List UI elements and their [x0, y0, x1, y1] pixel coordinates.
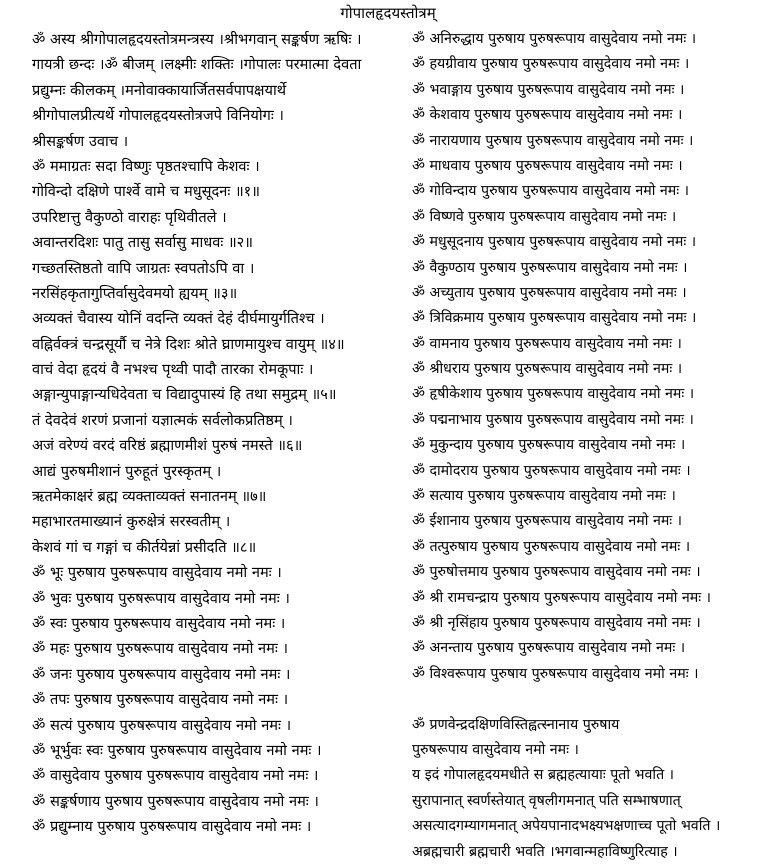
- text-line: आद्यं पुरुषमीशानं पुरुहूतं पुरस्कृतम् ।: [32, 462, 222, 480]
- text-line: ॐ सङ्कर्षणाय पुरुषाय पुरुषरूपाय वासुदेवाय नमो नमः ।: [32, 792, 319, 810]
- text-line: उपरिष्टात्तु वैकुण्ठो वाराहः पृथिवीतले ।: [32, 208, 227, 226]
- text-line: अजं वरेण्यं वरदं वरिष्ठं ब्रह्माणमीशं पुरुषं नमस्ते ॥६॥: [32, 437, 303, 455]
- text-line: ॐ श्री नृसिंहाय पुरुषाय पुरुषरूपाय वासुदेवाय नमो नमः ।: [412, 614, 701, 631]
- text-line: ॐ दामोदराय पुरुषाय पुरुषरूपाय वासुदेवाय नमो नमः ।: [412, 462, 691, 479]
- text-line: ॐ श्री रामचन्द्राय पुरुषाय पुरुषरूपाय वासुदेवाय नमो नमः ।: [412, 589, 712, 606]
- text-line: ॐ गोविन्दाय पुरुषाय पुरुषरूपाय वासुदेवाय नमो नमः ।: [412, 183, 690, 200]
- text-line: ॐ हयग्रीवाय पुरुषाय पुरुषरूपाय वासुदेवाय नमो नमः ।: [412, 56, 690, 73]
- text-line: गच्छतस्तिष्ठतो वापि जाग्रतः स्वपतोऽपि वा ।: [32, 259, 255, 277]
- text-line: असत्यादगम्यागमनात् अपेयपानादभक्ष्यभक्षणाच्च पूतो भवति ।: [412, 818, 721, 835]
- text-line: ऋतमेकाक्षरं ब्रह्म व्यक्ताव्यक्तं सनातनम् ॥७॥: [32, 488, 267, 506]
- text-line: ॐ प्रणवेन्द्रदक्षिणविस्तिह्वत्स्नानाय पुरुषाय: [412, 716, 620, 733]
- text-line: श्रीगोपालप्रीत्यर्थे गोपालहृदयस्तोत्रजपे विनियोगः ।: [32, 107, 284, 125]
- text-line: केशवं गां च गङ्गां च कीर्तयेन्नां प्रसीदति ॥८॥: [32, 538, 257, 556]
- text-line: ॐ मधुसूदनाय पुरुषाय पुरुषरूपाय वासुदेवाय नमो नमः ।: [412, 234, 697, 251]
- text-line: ॐ जनः पुरुषाय पुरुषरूपाय वासुदेवाय नमो नमः ।: [32, 665, 291, 683]
- text-line: ॐ सत्याय पुरुषाय पुरुषरूपाय वासुदेवाय नमो नमः ।: [412, 488, 676, 505]
- text-line: ॐ पद्मनाभाय पुरुषाय पुरुषरूपाय वासुदेवाय नमो नमः ।: [412, 411, 694, 428]
- text-line: अव्यक्तं चैवास्य योनिं वदन्ति व्यक्तं देहं दीर्घमायुर्गतिश्च ।: [32, 310, 325, 328]
- text-line: ॐ श्रीधराय पुरुषाय पुरुषरूपाय वासुदेवाय नमो नमः ।: [412, 361, 683, 378]
- text-line: वाचं वेदा हृदयं वै नभश्च पृथ्वी पादौ तारका रोमकूपाः ।: [32, 361, 314, 379]
- text-line: ॐ प्रद्युम्नाय पुरुषाय पुरुषरूपाय वासुदेवाय नमो नमः ।: [32, 818, 312, 836]
- text-line: ॐ नारायणाय पुरुषाय पुरुषरूपाय वासुदेवाय नमो नमः ।: [412, 132, 694, 149]
- text-line: ॐ अनिरुद्धाय पुरुषाय पुरुषरूपाय वासुदेवाय नमो नमः ।: [412, 31, 697, 47]
- text-line: ॐ हृषीकेशाय पुरुषाय पुरुषरूपाय वासुदेवाय नमो नमः ।: [412, 386, 695, 403]
- text-line: गोविन्दो दक्षिणे पार्श्वे वामे च मधुसूदनः ॥१॥: [32, 183, 261, 201]
- text-line: य इदं गोपालहृदयमधीते स ब्रह्महत्यायाः पूतो भवति ।: [412, 767, 675, 784]
- text-line: सुरापानात् स्वर्णस्तेयात् वृषलीगमनात् पति सम्भाषणात्: [412, 792, 681, 809]
- text-line: [412, 687, 774, 712]
- text-line: अवान्तरदिशः पातु तासु सर्वासु माधवः ॥२॥: [32, 234, 254, 252]
- text-line: महाभारतमाख्यानं कुरुक्षेत्रं सरस्वतीम् ।: [32, 513, 231, 531]
- text-line: नरसिंहकृतागुप्तिर्वासुदेवमयो ह्ययम् ॥३॥: [32, 284, 238, 302]
- page-title: गोपालहृदयस्तोत्रम्: [340, 4, 436, 22]
- text-line: ॐ भूर्भुवः स्वः पुरुषाय पुरुषरूपाय वासुदेवाय नमो नमः ।: [32, 741, 322, 759]
- text-line: ॐ वामनाय पुरुषाय पुरुषरूपाय वासुदेवाय नमो नमः ।: [412, 335, 682, 352]
- text-line: श्रीसङ्कर्षण उवाच ।: [32, 132, 129, 150]
- text-line: पुरुषरूपाय वासुदेवाय नमो नमः ।: [412, 741, 579, 758]
- text-line: ॐ भूः पुरुषाय पुरुषरूपाय वासुदेवाय नमो नमः ।: [32, 564, 282, 582]
- text-line: ॐ वैकुण्ठाय पुरुषाय पुरुषरूपाय वासुदेवाय नमो नमः ।: [412, 259, 688, 276]
- right-column: [412, 27, 774, 865]
- text-line: ॐ पुरुषोत्तमाय पुरुषाय पुरुषरूपाय वासुदेवाय नमो नमः ।: [412, 564, 701, 581]
- text-line: ॐ मुकुन्दाय पुरुषाय पुरुषरूपाय वासुदेवाय नमो नमः ।: [412, 437, 686, 454]
- text-line: ॐ अनन्ताय पुरुषाय पुरुषरूपाय वासुदेवाय नमो नमः ।: [412, 640, 686, 657]
- left-column: [32, 27, 404, 840]
- text-line: ॐ अच्युताय पुरुषाय पुरुषरूपाय वासुदेवाय नमो नमः ।: [412, 284, 687, 301]
- text-line: ॐ ईशानाय पुरुषाय पुरुषरूपाय वासुदेवाय नमो नमः ।: [412, 513, 683, 530]
- text-line: ॐ त्रिविक्रमाय पुरुषाय पुरुषरूपाय वासुदेवाय नमो नमः ।: [412, 310, 697, 327]
- text-line: ॐ विष्णवे पुरुषाय पुरुषरूपाय वासुदेवाय नमो नमः ।: [412, 208, 677, 225]
- text-line: ॐ वासुदेवाय पुरुषाय पुरुषरूपाय वासुदेवाय नमो नमः ।: [32, 767, 319, 785]
- text-line: ॐ महः पुरुषाय पुरुषरूपाय वासुदेवाय नमो नमः ।: [32, 640, 289, 658]
- text-line: ॐ स्वः पुरुषाय पुरुषरूपाय वासुदेवाय नमो नमः ।: [32, 614, 286, 632]
- text-line: ॐ ममाग्रतः सदा विष्णुः पृष्ठतश्चापि केशवः ।: [32, 157, 260, 175]
- text-line: प्रद्युम्नः कीलकम् ।मनोवाक्कायार्जितसर्वपापक्षयार्थे: [32, 81, 287, 99]
- text-line: वह्निर्वक्त्रं चन्द्रसूर्यौ च नेत्रे दिशः श्रोते घ्राणमायुश्च वायुम् ॥४॥: [32, 335, 345, 353]
- text-line: अब्रह्मचारी ब्रह्मचारी भवति ।भगवान्महाविष्णुरित्याह ।: [412, 843, 678, 860]
- text-line: ॐ विश्वरूपाय पुरुषाय पुरुषरूपाय वासुदेवाय नमो नमः ।: [412, 665, 699, 682]
- text-line: ॐ माधवाय पुरुषाय पुरुषरूपाय वासुदेवाय नमो नमः ।: [412, 157, 683, 174]
- text-line: ॐ तत्पुरुषाय पुरुषाय पुरुषरूपाय वासुदेवाय नमो नमः ।: [412, 538, 691, 555]
- text-line: तं देवदेवं शरणं प्रजानां यज्ञात्मकं सर्वलोकप्रतिष्ठम् ।: [32, 411, 293, 429]
- text-line: अङ्गान्युपाङ्गान्यधिदेवता च विद्यादुपास्यं हि तथा समुद्रम् ॥५॥: [32, 386, 337, 404]
- text-line: ॐ अस्य श्रीगोपालहृदयस्तोत्रमन्त्रस्य ।श्रीभगवान् सङ्कर्षण ऋषिः ।: [32, 31, 362, 48]
- text-line: ॐ भुवः पुरुषाय पुरुषरूपाय वासुदेवाय नमो नमः ।: [32, 589, 290, 607]
- text-line: ॐ सत्यं पुरुषाय पुरुषरूपाय वासुदेवाय नमो नमः ।: [32, 716, 292, 734]
- text-line: ॐ तपः पुरुषाय पुरुषरूपाय वासुदेवाय नमो नमः ।: [32, 691, 289, 709]
- text-line: गायत्री छन्दः ।ॐ बीजम् ।लक्ष्मीः शक्तिः ।गोपालः परमात्मा देवता: [32, 56, 362, 74]
- text-line: ॐ भवाङ्गाय पुरुषाय पुरुषरूपाय वासुदेवाय नमो नमः ।: [412, 81, 685, 98]
- text-line: ॐ केशवाय पुरुषाय पुरुषरूपाय वासुदेवाय नमो नमः ।: [412, 107, 683, 124]
